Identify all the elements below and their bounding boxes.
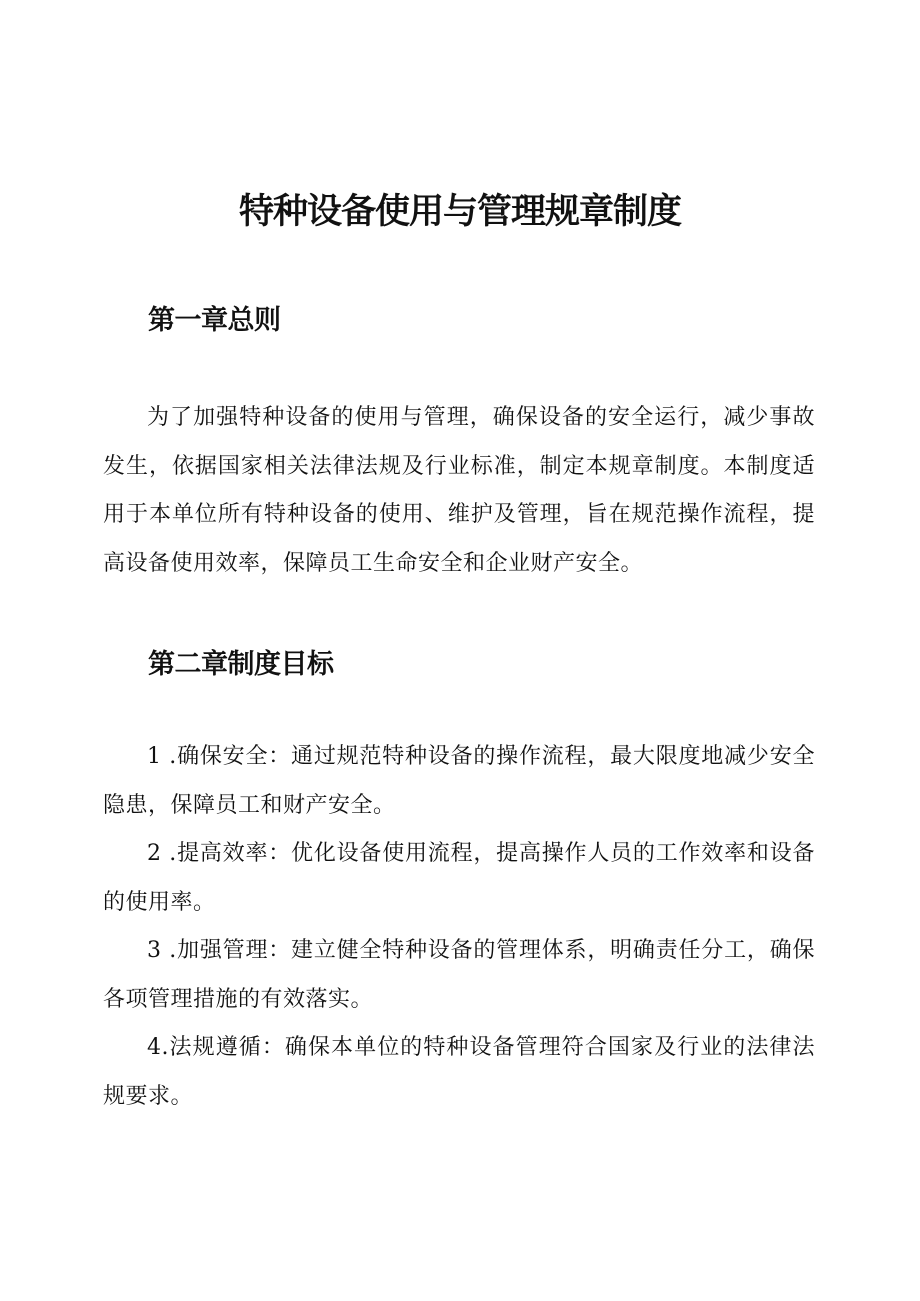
document-title: 特种设备使用与管理规章制度 xyxy=(238,192,681,232)
goal-item-1: 1 .确保安全：通过规范特种设备的操作流程，最大限度地减少安全隐患，保障员工和财产安全。 xyxy=(103,744,815,818)
chapter-2-heading: 第二章制度目标 xyxy=(148,649,334,680)
chapter-1-heading: 第一章总则 xyxy=(148,305,281,336)
goal-item-3: 3 .加强管理：建立健全特种设备的管理体系，明确责任分工，确保各项管理措施的有效落实。 xyxy=(103,938,815,1012)
goal-item-4: 4.法规遵循：确保本单位的特种设备管理符合国家及行业的法律法规要求。 xyxy=(103,1035,815,1109)
chapter-1-paragraph: 为了加强特种设备的使用与管理，确保设备的安全运行，减少事故发生，依据国家相关法律法规及行业标准，制定本规章制度。本制度适用于本单位所有特种设备的使用、维护及管理，旨在规范操作流程，提高设备使用效率，保障员工生命安全和企业财产安全。 xyxy=(103,405,815,576)
goal-item-2: 2 .提高效率：优化设备使用流程，提高操作人员的工作效率和设备的使用率。 xyxy=(103,841,815,915)
